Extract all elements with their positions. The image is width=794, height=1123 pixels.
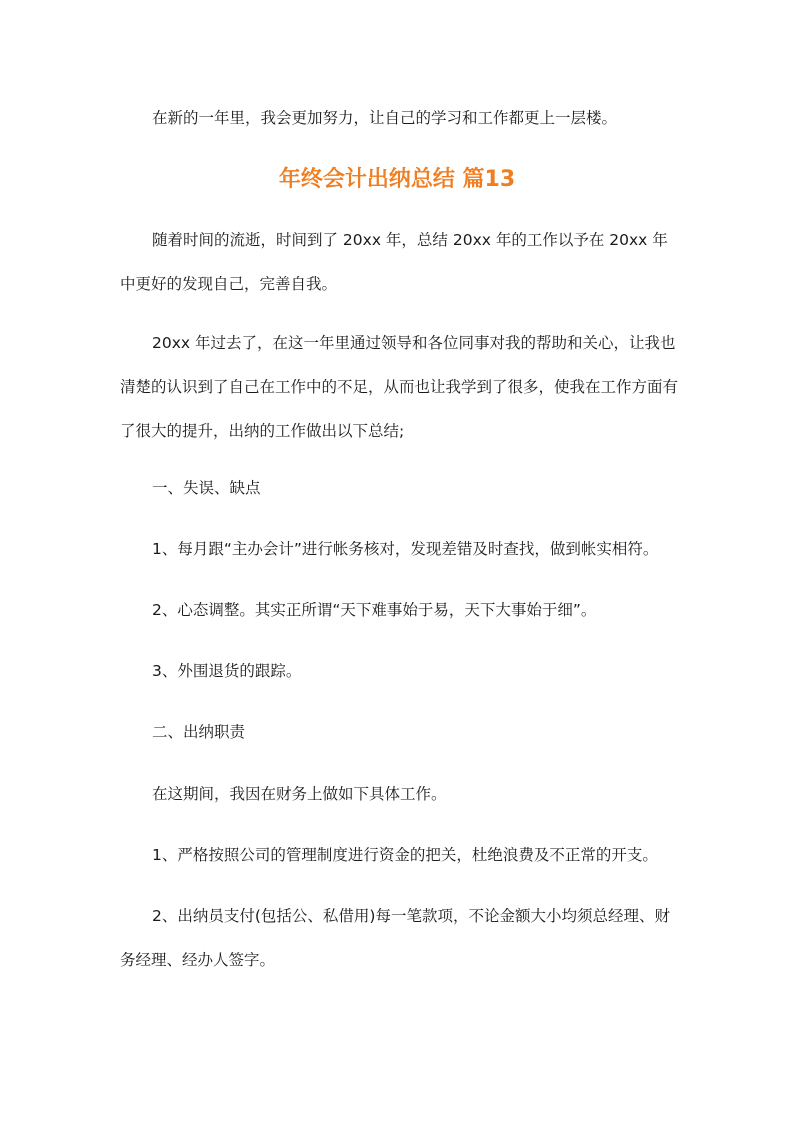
list-item (120, 588, 680, 632)
list-item-text: 2、出纳员支付(包括公、私借用)每一笔款项，不论金额大小均须总经理、财务经理、经办人签字。 (120, 907, 670, 969)
list-item-text: 3、外围退货的跟踪。 (152, 662, 302, 680)
list-item (120, 894, 680, 982)
paragraph-year-review (120, 321, 680, 453)
list-item-text: 2、心态调整。其实正所谓“天下难事始于易，天下大事始于细”。 (152, 601, 597, 619)
paragraph-text: 随着时间的流逝，时间到了 20xx 年，总结 20xx 年的工作以予在 20xx 年中更好的发现自己，完善自我。 (120, 231, 668, 293)
heading-text: 一、失误、缺点 (152, 479, 261, 497)
heading-duties (120, 710, 680, 754)
list-item-text: 1、严格按照公司的管理制度进行资金的把关，杜绝浪费及不正常的开支。 (152, 846, 658, 864)
list-item-text: 1、每月跟“主办会计”进行帐务核对，发现差错及时查找，做到帐实相符。 (152, 540, 659, 558)
intro-text: 在新的一年里，我会更加努力，让自己的学习和工作都更上一层楼。 (152, 109, 618, 127)
heading-mistakes (120, 466, 680, 510)
list-item (120, 833, 680, 877)
list-item (120, 649, 680, 693)
paragraph-text: 在这期间，我因在财务上做如下具体工作。 (152, 785, 447, 803)
intro-paragraph (120, 96, 680, 140)
paragraph-time-passing (120, 218, 680, 306)
section-title: 年终会计出纳总结 篇13 (278, 167, 516, 192)
list-item (120, 527, 680, 571)
paragraph-text: 20xx 年过去了，在这一年里通过领导和各位同事对我的帮助和关心，让我也清楚的认识到了自己在工作中的不足，从而也让我学到了很多，使我在工作方面有了很大的提升，出纳的工作做出以下总结; (120, 334, 679, 440)
heading-text: 二、出纳职责 (152, 723, 246, 741)
paragraph-work (120, 772, 680, 816)
